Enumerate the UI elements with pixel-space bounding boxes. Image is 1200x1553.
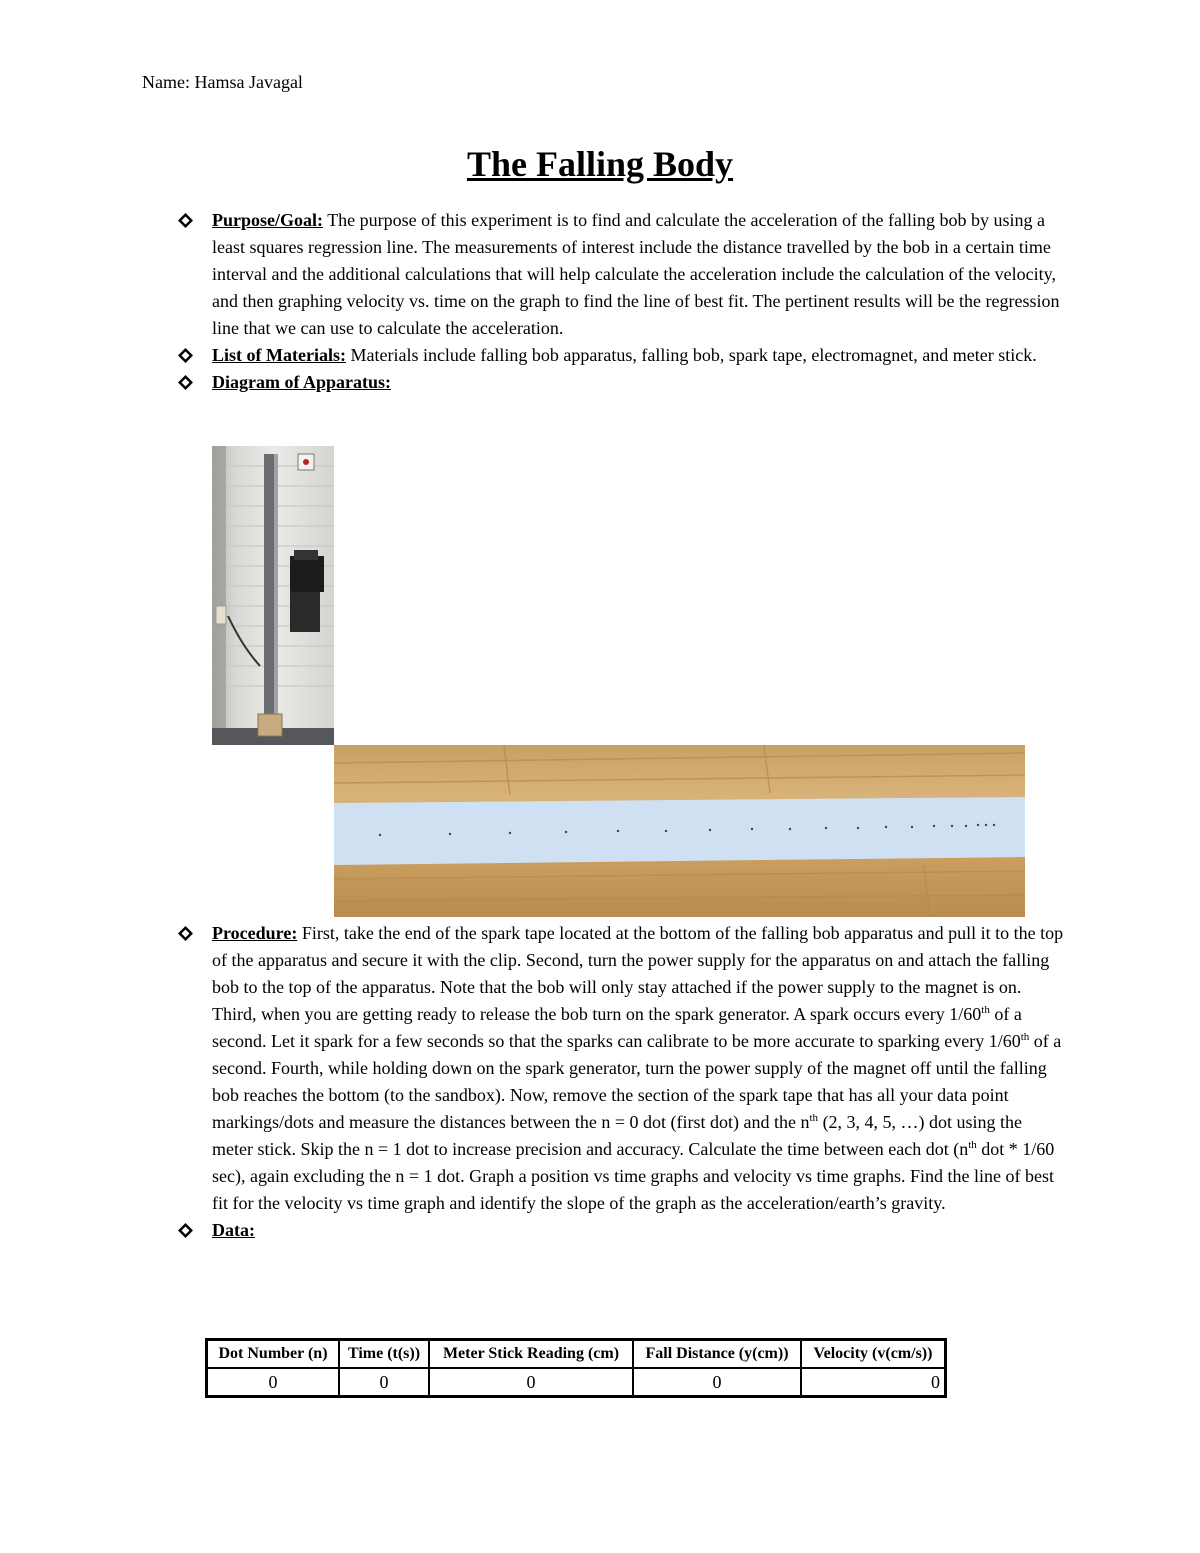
header-dot-number: Dot Number (n) [207, 1340, 340, 1369]
name-line: Name: Hamsa Javagal [142, 72, 303, 92]
diagram-label: Diagram of Apparatus: [212, 372, 391, 392]
table-header-row [207, 1340, 946, 1369]
cell-dot-number: 0 [207, 1368, 340, 1397]
header-fall-distance: Fall Distance (y(cm)) [633, 1340, 801, 1369]
cell-velocity: 0 [801, 1368, 946, 1397]
procedure-text-4: (2, 3, 4, 5, …) dot using the meter stick. Skip the n = 1 dot to increase precision and accuracy. Calculate the time between each dot (n [212, 1112, 1023, 1159]
diagram-bullet [175, 369, 1065, 396]
cell-fall-distance: 0 [633, 1368, 801, 1397]
materials-label: List of Materials: [212, 345, 346, 365]
superscript: th [968, 1139, 977, 1151]
header-velocity: Velocity (v(cm/s)) [801, 1340, 946, 1369]
document-body [175, 207, 1065, 396]
diamond-bullet-icon [177, 1222, 194, 1239]
spark-tape-illustration [334, 745, 1025, 917]
diamond-bullet-icon [177, 374, 194, 391]
apparatus-illustration [212, 446, 334, 745]
header-time: Time (t(s)) [339, 1340, 429, 1369]
procedure-bullet [175, 920, 1065, 1217]
diamond-bullet-icon [177, 347, 194, 364]
procedure-text-1: First, take the end of the spark tape located at the bottom of the falling bob apparatus and pull it to the top of the apparatus and secure it with the clip. Second, turn the power supply for the apparatus on and attach the falling bob to the top of the apparatus. Note that the bob will only stay attached if the power supply to the magnet is on. Third, when you are getting ready to release the bob turn on the spark generator. A spark occurs every 1/60 [212, 923, 1064, 1024]
page-title: The Falling Body [466, 144, 734, 184]
apparatus-photo [212, 446, 334, 745]
data-table [205, 1338, 947, 1398]
superscript: th [1020, 1031, 1030, 1043]
cell-time: 0 [339, 1368, 429, 1397]
document-body-lower [175, 920, 1065, 1244]
table-row [207, 1368, 946, 1397]
diamond-bullet-icon [177, 925, 194, 942]
procedure-label: Procedure: [212, 923, 298, 943]
procedure-text-5: dot * 1/60 sec), again excluding the n = 1 dot. Graph a position vs time graphs and velocity vs time graphs. Find the line of best fit for the velocity vs time graph and identify the slope of the graph as the acceleration/earth’s gravity. [212, 1139, 1055, 1213]
purpose-label: Purpose/Goal: [212, 210, 323, 230]
diamond-bullet-icon [177, 212, 194, 229]
cell-meter-stick-reading: 0 [429, 1368, 633, 1397]
data-bullet [175, 1217, 1065, 1244]
superscript: th [981, 1004, 990, 1016]
procedure-text-3: of a second. Fourth, while holding down on the spark generator, turn the power supply of the magnet off until the falling bob reaches the bottom (to the sandbox). Now, remove the section of the spark tape that has all your data point markings/dots and measure the distances between the n = 0 dot (first dot) and the n [212, 1031, 1062, 1132]
superscript: th [809, 1112, 819, 1124]
procedure-text-2: of a second. Let it spark for a few seconds so that the sparks can calibrate to be more accurate to sparking every 1/60 [212, 1004, 1022, 1051]
header-meter-stick-reading: Meter Stick Reading (cm) [429, 1340, 633, 1369]
materials-bullet [175, 342, 1065, 369]
purpose-text: The purpose of this experiment is to find and calculate the acceleration of the falling bob by using a least squares regression line. The measurements of interest include the distance travelled by the bob in a certain time interval and the additional calculations that will help calculate the acceleration include the calculation of the velocity, and then graphing velocity vs. time on the graph to find the line of best fit. The pertinent results will be the regression line that we can use to calculate the acceleration. [212, 210, 1060, 338]
purpose-bullet [175, 207, 1065, 342]
spark-tape-photo [334, 745, 1025, 917]
data-label: Data: [212, 1220, 255, 1240]
materials-text: Materials include falling bob apparatus, falling bob, spark tape, electromagnet, and meter stick. [350, 345, 1037, 365]
